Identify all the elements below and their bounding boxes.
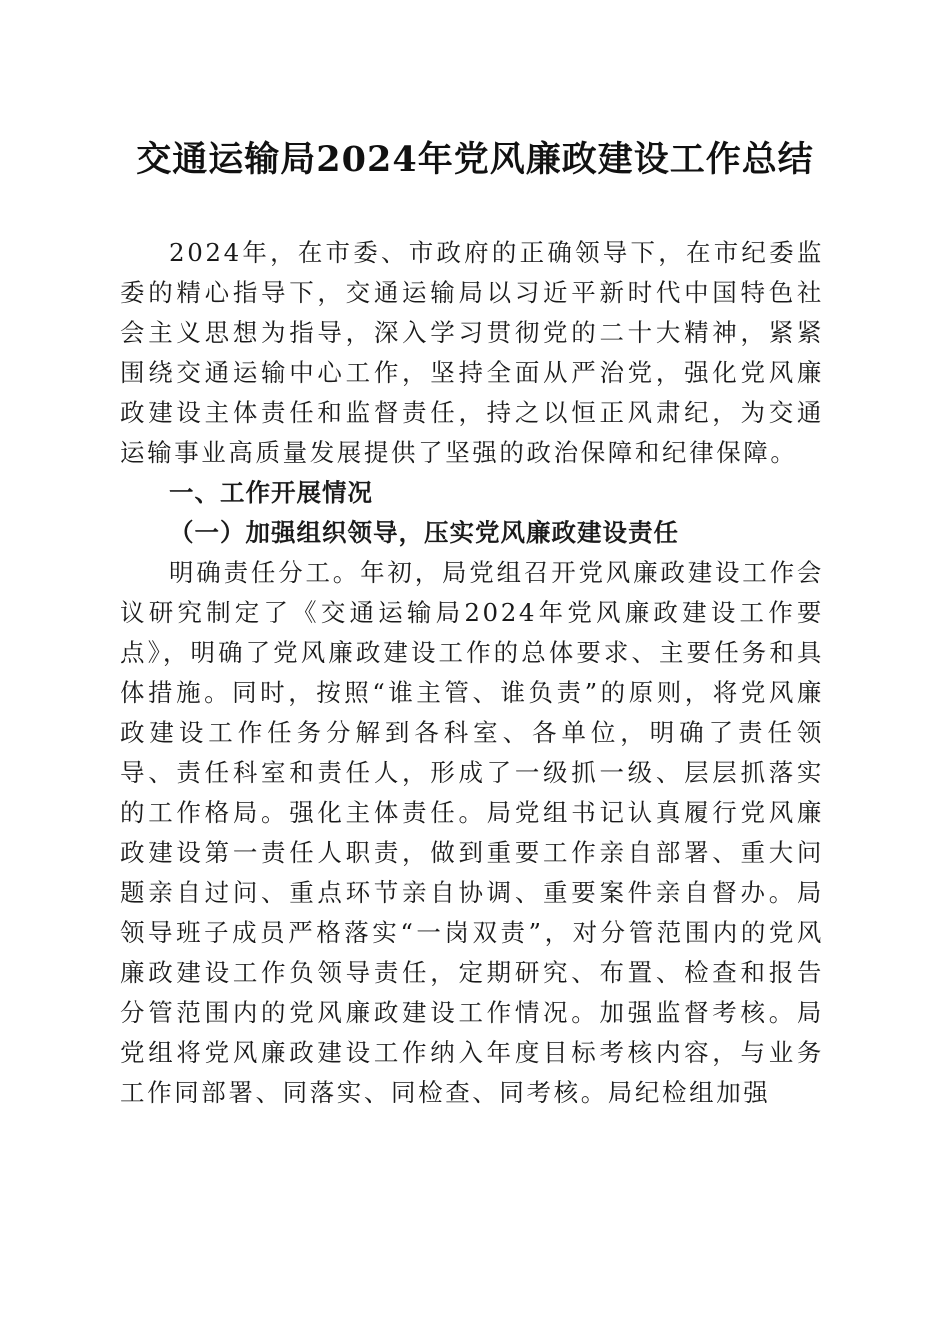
- subsection-body-paragraph: 明确责任分工。年初，局党组召开党风廉政建设工作会议研究制定了《交通运输局2024年党风廉政建设工作要点》，明确了党风廉政建设工作的总体要求、主要任务和具体措施。同时，按照“谁主管、谁负责”的原则，将党风廉政建设工作任务分解到各科室、各单位，明确了责任领导、责任科室和责任人，形成了一级抓一级、层层抓落实的工作格局。强化主体责任。局党组书记认真履行党风廉政建设第一责任人职责，做到重要工作亲自部署、重大问题亲自过问、重点环节亲自协调、重要案件亲自督办。局领导班子成员严格落实“一岗双责”，对分管范围内的党风廉政建设工作负领导责任，定期研究、布置、检查和报告分管范围内的党风廉政建设工作情况。加强监督考核。局党组将党风廉政建设工作纳入年度目标考核内容，与业务工作同部署、同落实、同检查、同考核。局纪检组加强: [120, 558, 824, 1107]
- subsection-heading-organization: （一）加强组织领导，压实党风廉政建设责任: [169, 518, 679, 547]
- document-body: [120, 233, 824, 1113]
- document-title: 交通运输局2024年党风廉政建设工作总结: [136, 139, 814, 180]
- section-heading-work-progress: 一、工作开展情况: [169, 478, 373, 507]
- intro-paragraph: 2024年，在市委、市政府的正确领导下，在市纪委监委的精心指导下，交通运输局以习近平新时代中国特色社会主义思想为指导，深入学习贯彻党的二十大精神，紧紧围绕交通运输中心工作，坚持全面从严治党，强化党风廉政建设主体责任和监督责任，持之以恒正风肃纪，为交通运输事业高质量发展提供了坚强的政治保障和纪律保障。: [120, 238, 824, 467]
